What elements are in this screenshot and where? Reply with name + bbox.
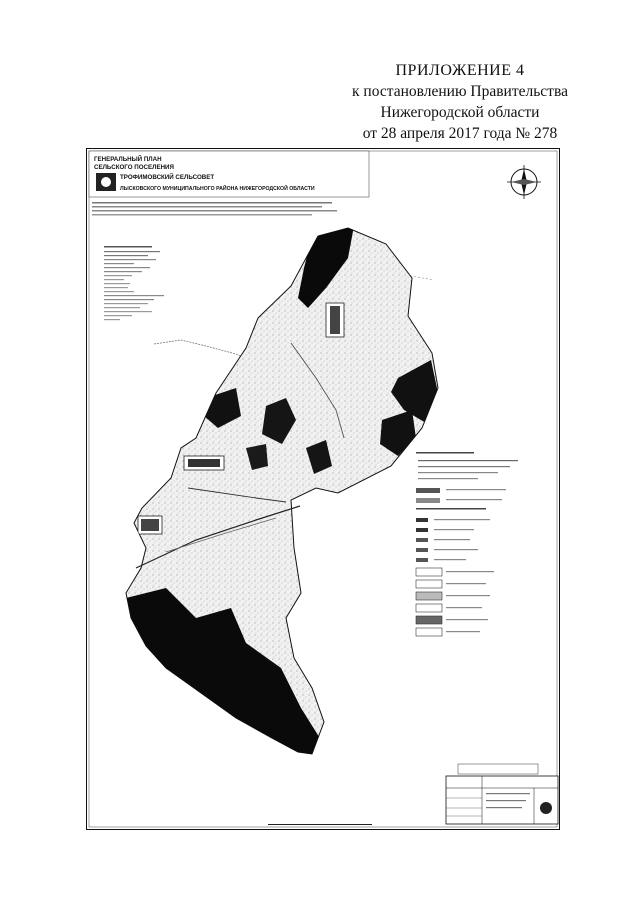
map-title-line-4: ЛЫСКОВСКОГО МУНИЦИПАЛЬНОГО РАЙОНА НИЖЕГОРОДСКОЙ ОБЛАСТИ <box>120 186 315 192</box>
emblem-icon-small <box>540 802 552 814</box>
region-line: Нижегородской области <box>380 104 540 121</box>
general-plan-map-sheet <box>86 148 560 830</box>
appendix-header <box>320 60 600 144</box>
appendix-number: ПРИЛОЖЕНИЕ 4 <box>395 62 525 79</box>
resolution-line: к постановлению Правительства <box>352 83 568 100</box>
signature-line <box>268 824 372 825</box>
map-title-line-3: ТРОФИМОВСКИЙ СЕЛЬСОВЕТ <box>120 174 215 181</box>
map-title-line-1: ГЕНЕРАЛЬНЫЙ ПЛАН <box>94 156 162 163</box>
map-title-line-2: СЕЛЬСКОГО ПОСЕЛЕНИЯ <box>94 164 174 171</box>
date-line: от 28 апреля 2017 года № 278 <box>362 125 558 142</box>
emblem-icon-inner <box>101 177 111 187</box>
